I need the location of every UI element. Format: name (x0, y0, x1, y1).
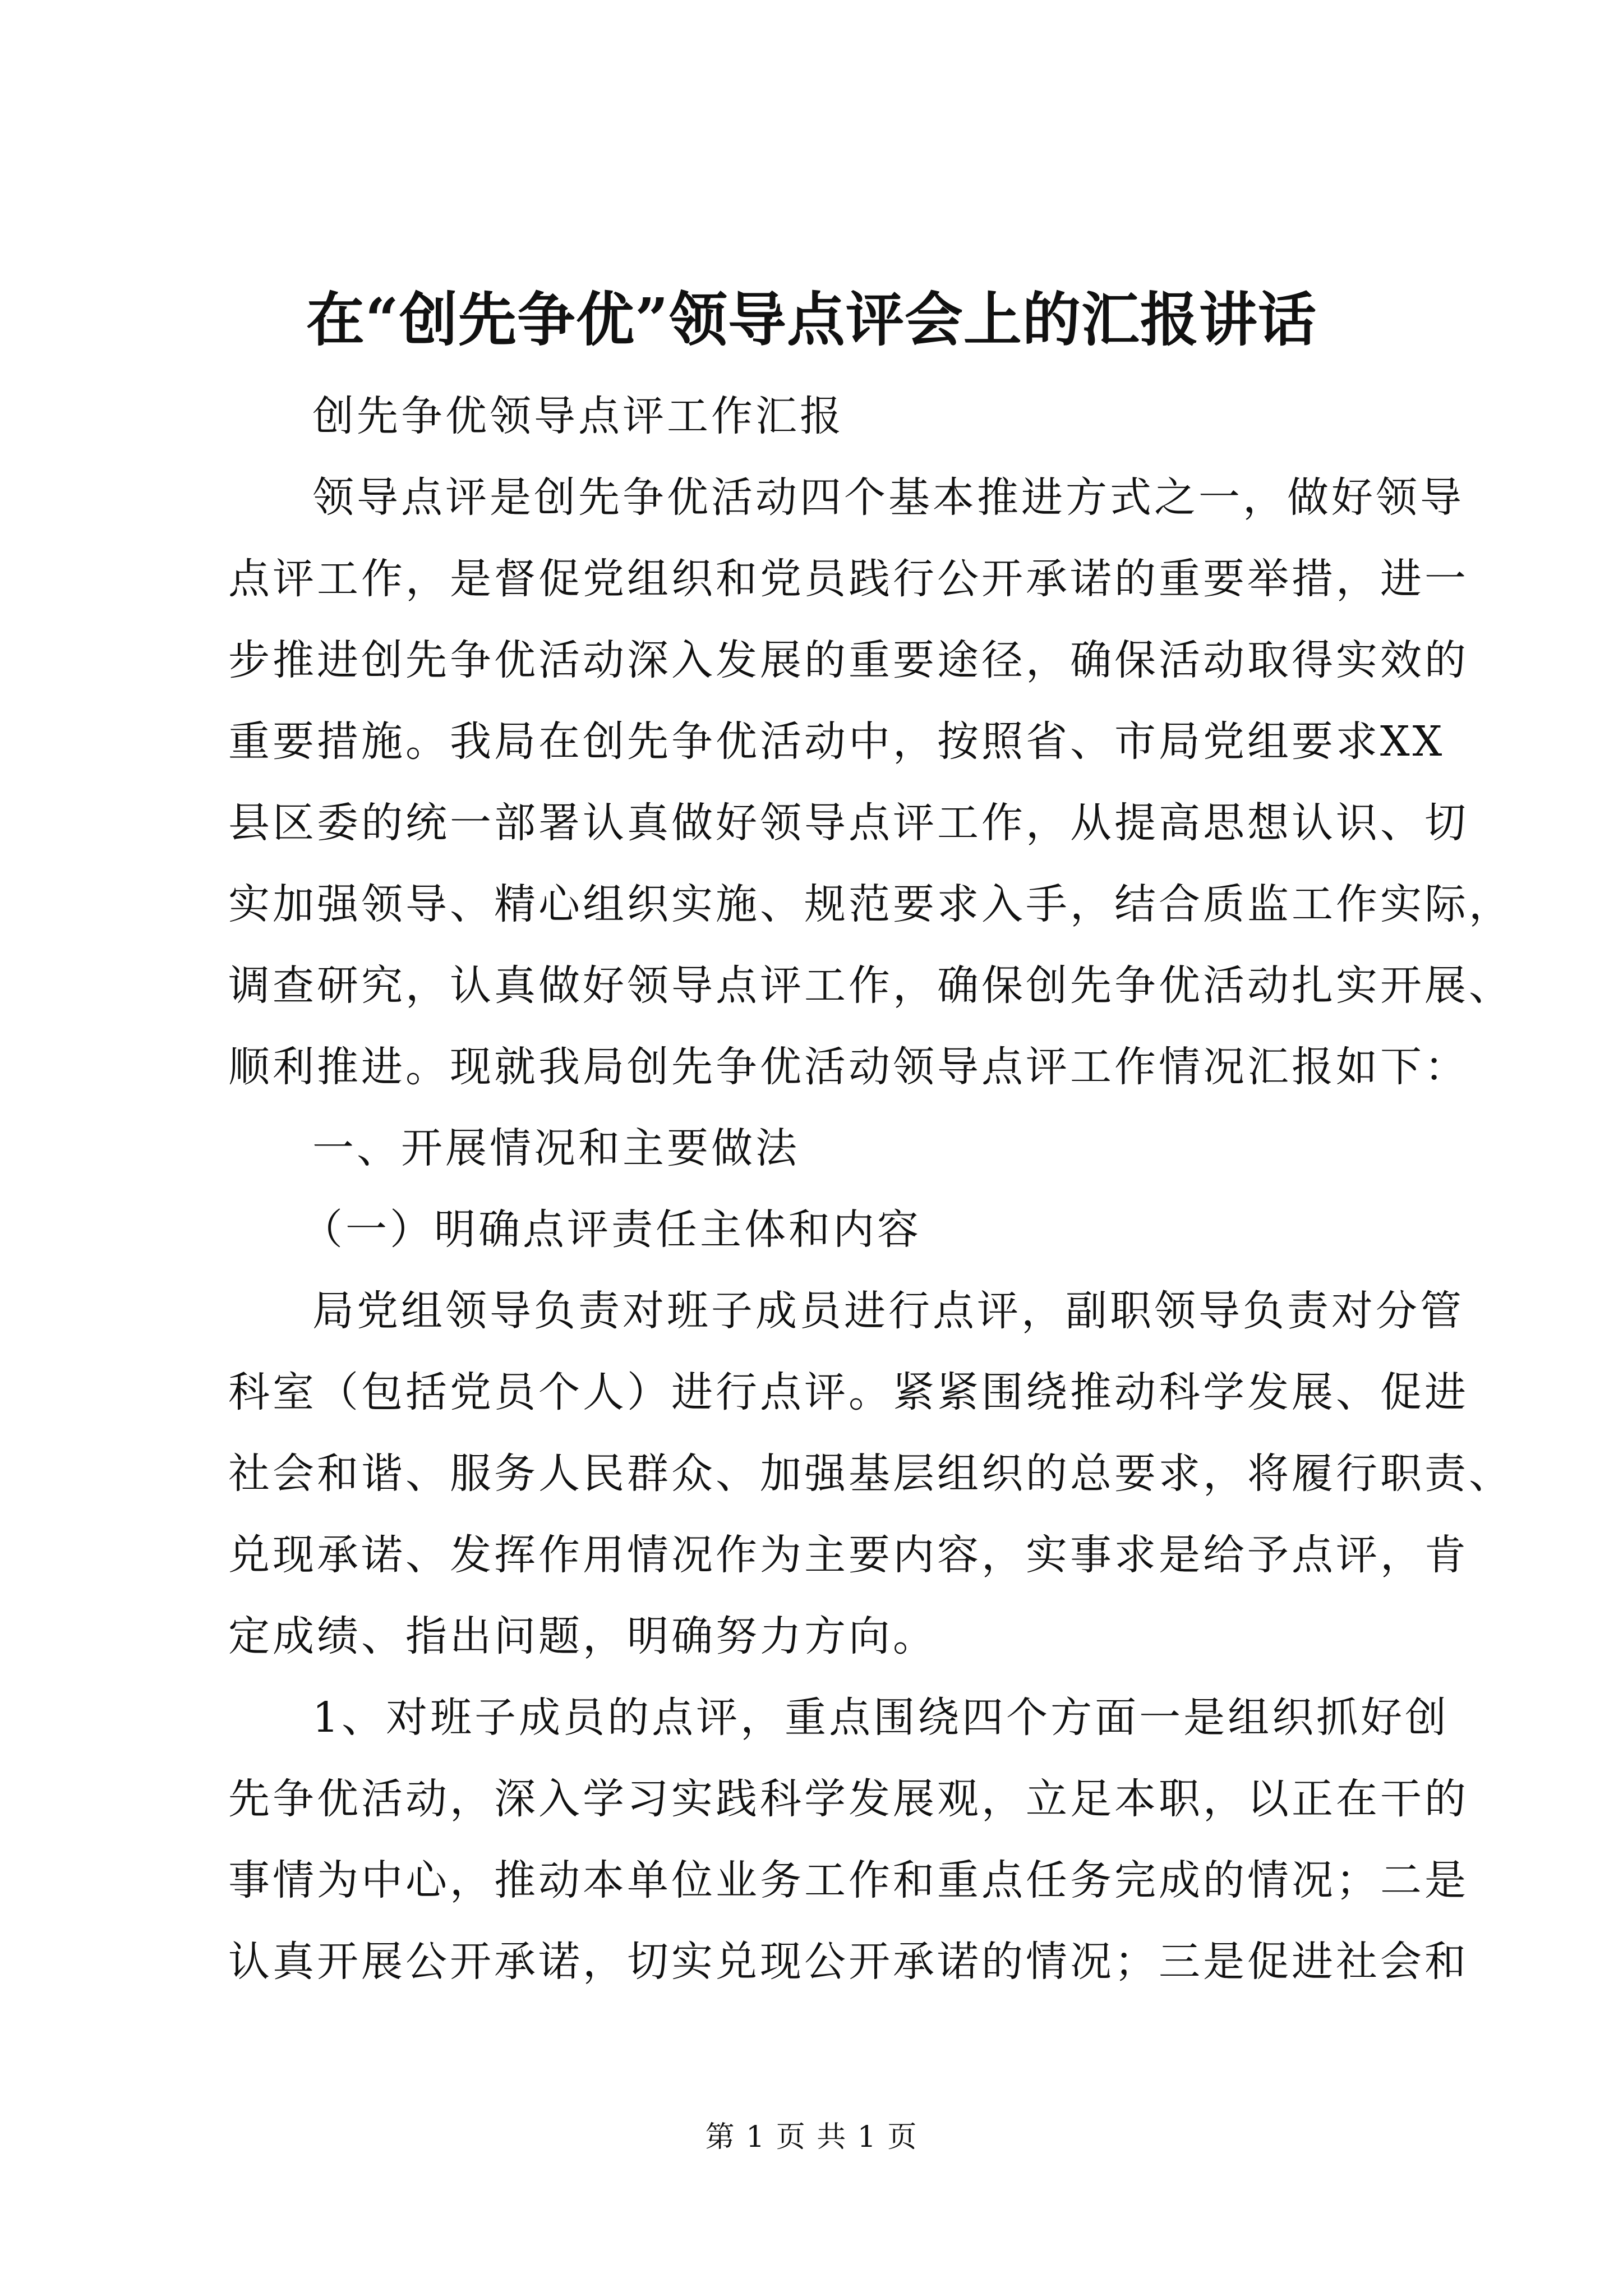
paragraph-line: 县区委的统一部署认真做好领导点评工作，从提高思想认识、切 (228, 799, 1469, 847)
paragraph-line: 定成绩、指出问题，明确努力方向。 (228, 1612, 937, 1660)
paragraph-line: 事情为中心，推动本单位业务工作和重点任务完成的情况；二是 (228, 1856, 1469, 1904)
paragraph-line: 兑现承诺、发挥作用情况作为主要内容，实事求是给予点评，肯 (228, 1531, 1469, 1579)
paragraph-line: 领导点评是创先争优活动四个基本推进方式之一，做好领导 (312, 473, 1464, 522)
paragraph-line: 调查研究，认真做好领导点评工作，确保创先争优活动扎实开展、 (228, 961, 1513, 1010)
paragraph-line: 科室（包括党员个人）进行点评。紧紧围绕推动科学发展、促进 (228, 1368, 1469, 1416)
paragraph-line: 重要措施。我局在创先争优活动中，按照省、市局党组要求XX (228, 717, 1445, 766)
page-number: 第 1 页 共 1 页 (705, 2120, 918, 2154)
paragraph-line: 社会和谐、服务人民群众、加强基层组织的总要求，将履行职责、 (228, 1450, 1513, 1498)
paragraph-line: 认真开展公开承诺，切实兑现公开承诺的情况；三是促进社会和 (228, 1938, 1469, 1986)
paragraph-line: 1、对班子成员的点评，重点围绕四个方面一是组织抓好创 (312, 1694, 1450, 1742)
paragraph-line: 实加强领导、精心组织实施、规范要求入手，结合质监工作实际， (228, 880, 1513, 928)
paragraph-line: 点评工作，是督促党组织和党员践行公开承诺的重要举措，进一 (228, 555, 1469, 603)
section-heading: 一、开展情况和主要做法 (312, 1124, 800, 1172)
document-body (228, 376, 1513, 2003)
paragraph-line: 步推进创先争优活动深入发展的重要途径，确保活动取得实效的 (228, 636, 1469, 684)
paragraph-line: 顺利推进。现就我局创先争优活动领导点评工作情况汇报如下： (228, 1043, 1469, 1091)
paragraph-line: 局党组领导负责对班子成员进行点评，副职领导负责对分管 (312, 1287, 1464, 1335)
document-title: 在“创先争优”领导点评会上的汇报讲话 (306, 285, 1317, 354)
subsection-heading: （一）明确点评责任主体和内容 (301, 1205, 921, 1254)
document-subtitle: 创先争优领导点评工作汇报 (312, 392, 844, 440)
paragraph-line: 先争优活动，深入学习实践科学发展观，立足本职，以正在干的 (228, 1775, 1469, 1823)
